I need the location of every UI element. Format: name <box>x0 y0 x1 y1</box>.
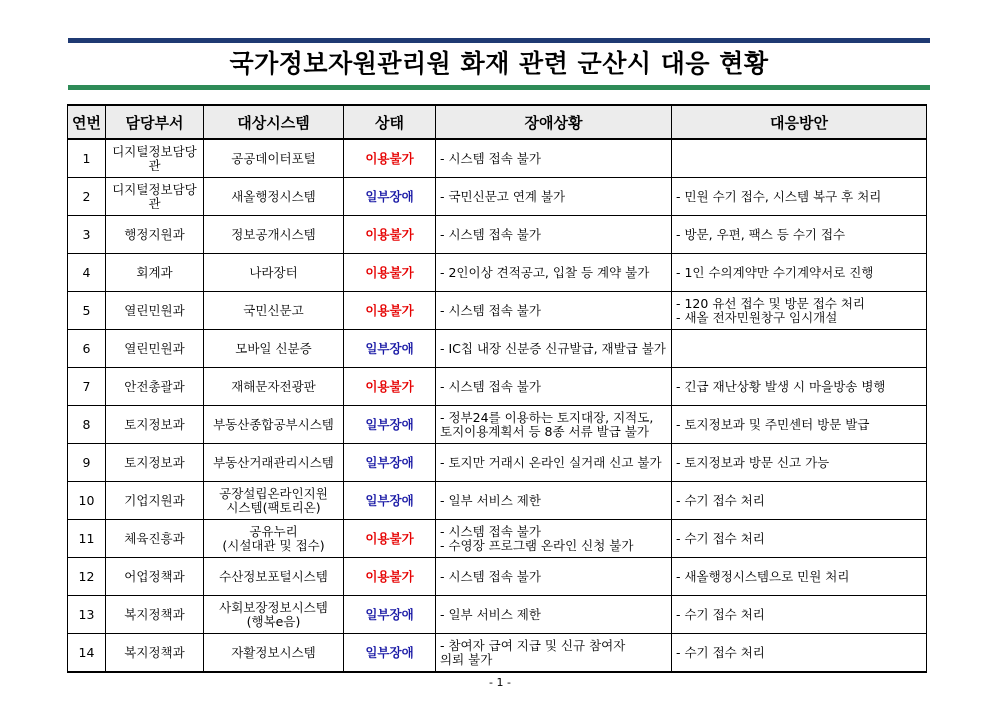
row-number: 13 <box>68 596 106 634</box>
system-cell <box>204 406 344 444</box>
status-badge: 이용불가 <box>344 139 436 178</box>
system-cell <box>204 292 344 330</box>
cell-line: - 120 유선 접수 및 방문 접수 처리 <box>676 295 866 311</box>
status-badge: 일부장애 <box>344 330 436 368</box>
cell-line: - 참여자 급여 지급 및 신규 참여자 <box>440 637 626 653</box>
cell-line: 정보공개시스템 <box>231 226 316 242</box>
cell-line: - 새올 전자민원창구 임시개설 <box>676 309 838 325</box>
system-cell <box>204 482 344 520</box>
cell-line: (시설대관 및 접수) <box>222 537 325 553</box>
response-cell <box>672 482 927 520</box>
department-cell: 디지털정보담당관 <box>106 139 204 178</box>
header-status: 상태 <box>344 105 436 139</box>
issue-cell <box>436 139 672 178</box>
department-cell: 열린민원과 <box>106 292 204 330</box>
issue-cell <box>436 558 672 596</box>
cell-line: 새올행정시스템 <box>231 188 316 204</box>
title-block <box>68 38 930 90</box>
table-row <box>68 368 927 406</box>
row-number: 1 <box>68 139 106 178</box>
status-badge: 이용불가 <box>344 254 436 292</box>
row-number: 12 <box>68 558 106 596</box>
cell-line: - 시스템 접속 불가 <box>440 378 541 394</box>
table-row <box>68 254 927 292</box>
issue-cell <box>436 444 672 482</box>
cell-line: 토지이용계획서 등 8종 서류 발급 불가 <box>440 423 649 439</box>
table-row <box>68 139 927 178</box>
row-number: 3 <box>68 216 106 254</box>
cell-line: - 수영장 프로그램 온라인 신청 불가 <box>440 537 634 553</box>
department-cell: 복지정책과 <box>106 634 204 673</box>
response-cell <box>672 444 927 482</box>
cell-line: - 1인 수의계약만 수기계약서로 진행 <box>676 264 874 280</box>
cell-line: - 새올행정시스템으로 민원 처리 <box>676 568 850 584</box>
system-cell <box>204 178 344 216</box>
cell-line: - IC칩 내장 신분증 신규발급, 재발급 불가 <box>440 340 666 356</box>
cell-line: - 국민신문고 연계 불가 <box>440 188 566 204</box>
department-cell: 행정지원과 <box>106 216 204 254</box>
table-row <box>68 520 927 558</box>
row-number: 4 <box>68 254 106 292</box>
response-cell <box>672 558 927 596</box>
cell-line: - 토지만 거래시 온라인 실거래 신고 불가 <box>440 454 662 470</box>
response-cell <box>672 596 927 634</box>
status-badge: 일부장애 <box>344 406 436 444</box>
department-cell: 안전총괄과 <box>106 368 204 406</box>
response-cell <box>672 368 927 406</box>
row-number: 6 <box>68 330 106 368</box>
header-response: 대응방안 <box>672 105 927 139</box>
cell-line: - 시스템 접속 불가 <box>440 302 541 318</box>
header-dept: 담당부서 <box>106 105 204 139</box>
cell-line: 국민신문고 <box>243 302 304 318</box>
response-cell <box>672 216 927 254</box>
table-row <box>68 216 927 254</box>
row-number: 2 <box>68 178 106 216</box>
response-cell <box>672 406 927 444</box>
response-cell <box>672 139 927 178</box>
table-header-row <box>68 105 927 139</box>
page-title: 국가정보자원관리원 화재 관련 군산시 대응 현황 <box>229 49 769 78</box>
cell-line: 공유누리 <box>249 523 298 539</box>
cell-line: - 수기 접수 처리 <box>676 606 765 622</box>
department-cell: 기업지원과 <box>106 482 204 520</box>
department-cell: 토지정보과 <box>106 406 204 444</box>
issue-cell <box>436 634 672 673</box>
system-cell <box>204 330 344 368</box>
system-cell <box>204 520 344 558</box>
row-number: 8 <box>68 406 106 444</box>
response-cell <box>672 330 927 368</box>
table-row <box>68 634 927 673</box>
cell-line: - 토지정보과 방문 신고 가능 <box>676 454 830 470</box>
status-badge: 일부장애 <box>344 634 436 673</box>
status-badge: 일부장애 <box>344 482 436 520</box>
department-cell: 회계과 <box>106 254 204 292</box>
header-no: 연번 <box>68 105 106 139</box>
issue-cell <box>436 482 672 520</box>
cell-line: 공공데이터포털 <box>231 150 316 166</box>
cell-line: - 정부24를 이용하는 토지대장, 지적도, <box>440 409 654 425</box>
cell-line: - 시스템 접속 불가 <box>440 523 541 539</box>
cell-line: - 긴급 재난상황 발생 시 마을방송 병행 <box>676 378 886 394</box>
issue-cell <box>436 178 672 216</box>
system-cell <box>204 558 344 596</box>
issue-cell <box>436 520 672 558</box>
status-badge: 일부장애 <box>344 178 436 216</box>
cell-line: 수산정보포털시스템 <box>219 568 328 584</box>
department-cell: 체육진흥과 <box>106 520 204 558</box>
row-number: 10 <box>68 482 106 520</box>
system-cell <box>204 139 344 178</box>
cell-line: 나라장터 <box>249 264 298 280</box>
row-number: 5 <box>68 292 106 330</box>
cell-line: - 일부 서비스 제한 <box>440 492 541 508</box>
department-cell: 디지털정보담당관 <box>106 178 204 216</box>
department-cell: 토지정보과 <box>106 444 204 482</box>
issue-cell <box>436 254 672 292</box>
issue-cell <box>436 596 672 634</box>
table-row <box>68 178 927 216</box>
row-number: 7 <box>68 368 106 406</box>
status-badge: 이용불가 <box>344 558 436 596</box>
status-badge: 이용불가 <box>344 368 436 406</box>
response-cell <box>672 254 927 292</box>
cell-line: - 2인이상 견적공고, 입찰 등 계약 불가 <box>440 264 650 280</box>
cell-line: 시스템(팩토리온) <box>226 499 321 515</box>
status-badge: 일부장애 <box>344 444 436 482</box>
status-badge: 이용불가 <box>344 520 436 558</box>
cell-line: - 일부 서비스 제한 <box>440 606 541 622</box>
table-row <box>68 482 927 520</box>
system-cell <box>204 216 344 254</box>
cell-line: - 방문, 우편, 팩스 등 수기 접수 <box>676 226 846 242</box>
row-number: 9 <box>68 444 106 482</box>
table-row <box>68 444 927 482</box>
cell-line: 부동산종합공부시스템 <box>213 416 334 432</box>
table-row <box>68 406 927 444</box>
status-table <box>67 104 927 673</box>
system-cell <box>204 634 344 673</box>
system-cell <box>204 368 344 406</box>
status-badge: 이용불가 <box>344 292 436 330</box>
cell-line: - 민원 수기 접수, 시스템 복구 후 처리 <box>676 188 882 204</box>
issue-cell <box>436 368 672 406</box>
cell-line: - 시스템 접속 불가 <box>440 568 541 584</box>
cell-line: 모바일 신분증 <box>235 340 312 356</box>
response-cell <box>672 292 927 330</box>
cell-line: 공장설립온라인지원 <box>219 485 328 501</box>
cell-line: 사회보장정보시스템 <box>219 599 328 615</box>
status-badge: 이용불가 <box>344 216 436 254</box>
system-cell <box>204 444 344 482</box>
row-number: 11 <box>68 520 106 558</box>
department-cell: 어업정책과 <box>106 558 204 596</box>
title-bar-bottom <box>68 85 930 90</box>
table-row <box>68 596 927 634</box>
cell-line: - 수기 접수 처리 <box>676 492 765 508</box>
table-row <box>68 330 927 368</box>
row-number: 14 <box>68 634 106 673</box>
table-row <box>68 292 927 330</box>
system-cell <box>204 254 344 292</box>
cell-line: - 토지정보과 및 주민센터 방문 발급 <box>676 416 870 432</box>
department-cell: 복지정책과 <box>106 596 204 634</box>
cell-line: - 시스템 접속 불가 <box>440 226 541 242</box>
cell-line: - 시스템 접속 불가 <box>440 150 541 166</box>
page-number: - 1 - <box>489 676 511 689</box>
department-cell: 열린민원과 <box>106 330 204 368</box>
cell-line: 재해문자전광판 <box>231 378 316 394</box>
issue-cell <box>436 330 672 368</box>
cell-line: (행복e음) <box>246 613 301 629</box>
table-body <box>68 139 927 672</box>
response-cell <box>672 178 927 216</box>
header-system: 대상시스템 <box>204 105 344 139</box>
cell-line: - 수기 접수 처리 <box>676 644 765 660</box>
issue-cell <box>436 406 672 444</box>
cell-line: 부동산거래관리시스템 <box>213 454 334 470</box>
header-issue: 장애상황 <box>436 105 672 139</box>
response-cell <box>672 520 927 558</box>
cell-line: 의뢰 불가 <box>440 651 493 667</box>
table-row <box>68 558 927 596</box>
system-cell <box>204 596 344 634</box>
status-badge: 일부장애 <box>344 596 436 634</box>
issue-cell <box>436 216 672 254</box>
cell-line: - 수기 접수 처리 <box>676 530 765 546</box>
response-cell <box>672 634 927 673</box>
issue-cell <box>436 292 672 330</box>
cell-line: 자활정보시스템 <box>231 644 316 660</box>
